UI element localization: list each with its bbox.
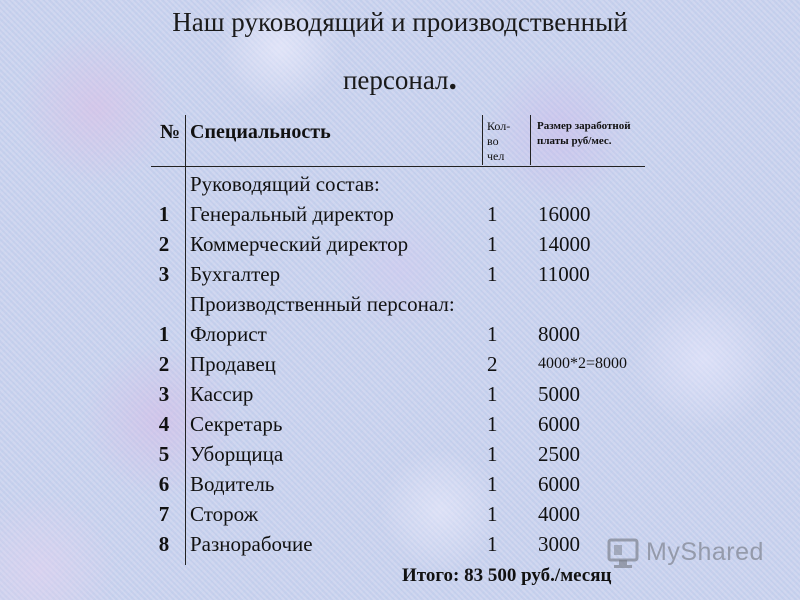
- header-count-line: чел: [487, 149, 505, 163]
- row-specialty: Уборщица: [190, 442, 284, 466]
- row-count: 1: [487, 502, 498, 526]
- row-number: 8: [158, 532, 170, 556]
- row-count: 1: [487, 412, 498, 436]
- row-count: 1: [487, 472, 498, 496]
- row-count: 1: [487, 202, 498, 226]
- row-count: 1: [487, 232, 498, 256]
- table-row: [0, 319, 800, 349]
- header-count: [487, 119, 527, 164]
- row-salary: 4000: [538, 502, 580, 526]
- header-salary: [537, 119, 652, 149]
- row-salary: 6000: [538, 472, 580, 496]
- row-salary: 16000: [538, 202, 591, 226]
- row-number: 4: [158, 412, 170, 436]
- row-number: 1: [158, 202, 170, 226]
- row-specialty: Бухгалтер: [190, 262, 281, 286]
- row-specialty: Секретарь: [190, 412, 283, 436]
- row-count: 1: [487, 322, 498, 346]
- row-specialty: Продавец: [190, 352, 276, 376]
- row-specialty: Разнорабочие: [190, 532, 313, 556]
- row-salary: 11000: [538, 262, 590, 286]
- table-divider-count: [530, 115, 531, 165]
- section-row-management: [0, 169, 800, 199]
- row-specialty: Кассир: [190, 382, 254, 406]
- page-title-line1: Наш руководящий и производственный: [172, 7, 628, 37]
- row-number: 5: [158, 442, 170, 466]
- row-specialty: Флорист: [190, 322, 267, 346]
- table-row: [0, 409, 800, 439]
- watermark-text: MyShared: [646, 538, 764, 566]
- row-number: 6: [158, 472, 170, 496]
- row-salary: 2500: [538, 442, 580, 466]
- row-specialty: Водитель: [190, 472, 275, 496]
- row-count: 1: [487, 382, 498, 406]
- section-label: Производственный персонал:: [190, 292, 455, 316]
- table-row: [0, 259, 800, 289]
- section-row-production: [0, 289, 800, 319]
- header-count-line: во: [487, 134, 499, 148]
- row-specialty: Генеральный директор: [190, 202, 394, 226]
- table-header-rule: [151, 166, 645, 167]
- header-specialty: Специальность: [190, 121, 331, 143]
- row-specialty: Коммерческий директор: [190, 232, 409, 256]
- row-count: 2: [487, 352, 498, 376]
- row-count: 1: [487, 442, 498, 466]
- monitor-icon: [606, 537, 642, 571]
- row-number: 7: [158, 502, 170, 526]
- row-number: 2: [158, 232, 170, 256]
- table-row: [0, 499, 800, 529]
- row-specialty: Сторож: [190, 502, 259, 526]
- header-salary-line: платы руб/мес.: [537, 135, 612, 147]
- row-number: 2: [158, 352, 170, 376]
- header-salary-line: Размер заработной: [537, 120, 631, 132]
- table-row: [0, 469, 800, 499]
- table-divider-specialty: [482, 115, 483, 165]
- row-count: 1: [487, 262, 498, 286]
- table-row: [0, 379, 800, 409]
- header-number: №: [160, 121, 181, 143]
- page-title-line2: [0, 60, 800, 97]
- page-title-word: персонал: [342, 65, 449, 95]
- row-salary: 4000*2=8000: [538, 355, 628, 372]
- row-salary: 5000: [538, 382, 580, 406]
- row-salary: 3000: [538, 532, 580, 556]
- row-salary: 14000: [538, 232, 591, 256]
- table-row: [0, 229, 800, 259]
- row-number: 3: [158, 262, 170, 286]
- table-row: [0, 199, 800, 229]
- page-title-period: .: [448, 60, 458, 97]
- total-summary: Итого: 83 500 руб./месяц: [402, 565, 612, 586]
- row-number: 3: [158, 382, 170, 406]
- table-row: [0, 439, 800, 469]
- row-salary: 8000: [538, 322, 580, 346]
- section-label: Руководящий состав:: [190, 172, 380, 196]
- row-count: 1: [487, 532, 498, 556]
- table-row: [0, 349, 800, 379]
- row-number: 1: [158, 322, 170, 346]
- row-salary: 6000: [538, 412, 580, 436]
- header-count-line: Кол-: [487, 119, 511, 133]
